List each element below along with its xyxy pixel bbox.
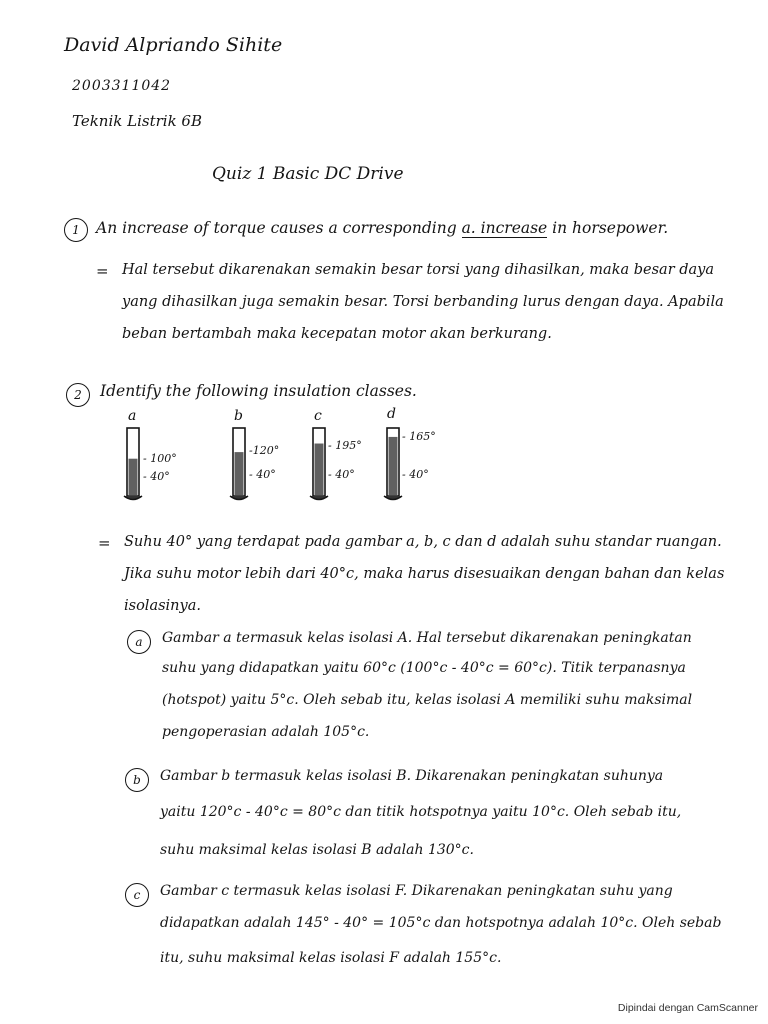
item-a-line: Gambar a termasuk kelas isolasi A. Hal tersebut dikarenakan peningkatan xyxy=(162,630,692,646)
student-id: 2003311042 xyxy=(72,78,172,94)
q2-intro-line: isolasinya. xyxy=(124,598,201,614)
q1-number: 1 xyxy=(64,218,88,242)
item-c-line: itu, suhu maksimal kelas isolasi F adalah 155°c. xyxy=(160,950,502,966)
q2-intro-line: Jika suhu motor lebih dari 40°c, maka harus disesuaikan dengan bahan dan kelas xyxy=(124,566,725,582)
thermometer-fill xyxy=(315,444,324,495)
q2-intro-line: Suhu 40° yang terdapat pada gambar a, b, c dan d adalah suhu standar ruangan. xyxy=(124,534,722,550)
thermometer-d xyxy=(384,428,402,500)
q1-answer-choice: a. increase xyxy=(461,219,548,237)
q1-question-pre: An increase of torque causes a corresponding xyxy=(96,219,462,237)
scanner-watermark: Dipindai dengan CamScanner xyxy=(617,1002,758,1014)
item-a-line: suhu yang didapatkan yaitu 60°c (100°c - 40°c = 60°c). Titik terpanasnya xyxy=(162,660,686,676)
thermometer-b-label: b xyxy=(234,408,243,424)
q1-answer-line: beban bertambah maka kecepatan motor akan berkurang. xyxy=(122,326,552,342)
item-c-line: Gambar c termasuk kelas isolasi F. Dikarenakan peningkatan suhu yang xyxy=(160,883,673,899)
thermometer-b xyxy=(230,428,248,500)
thermometer-c-upper: - 195° xyxy=(328,439,362,452)
thermometer-b-upper: -120° xyxy=(249,444,280,457)
student-class: Teknik Listrik 6B xyxy=(72,112,202,130)
thermometer-b-lower: - 40° xyxy=(249,468,276,481)
q1-answer-line: Hal tersebut dikarenakan semakin besar torsi yang dihasilkan, maka besar daya xyxy=(122,262,714,278)
thermometer-c-label: c xyxy=(314,408,322,424)
thermometer-a-lower: - 40° xyxy=(143,470,170,483)
thermometer-a-label: a xyxy=(128,408,137,424)
thermometer-c xyxy=(310,428,328,500)
q2-answer-marker: = xyxy=(98,534,111,552)
item-c-marker: c xyxy=(125,883,149,907)
thermometer-d-label: d xyxy=(387,406,396,422)
item-b-marker: b xyxy=(125,768,149,792)
item-b-line: suhu maksimal kelas isolasi B adalah 130°c. xyxy=(160,842,474,858)
student-name: David Alpriando Sihite xyxy=(64,34,283,56)
quiz-title: Quiz 1 Basic DC Drive xyxy=(212,164,404,184)
q1-question-post: in horsepower. xyxy=(547,219,669,237)
q2-number: 2 xyxy=(66,383,90,407)
q1-question xyxy=(96,219,668,237)
item-b-line: yaitu 120°c - 40°c = 80°c dan titik hotspotnya yaitu 10°c. Oleh sebab itu, xyxy=(160,804,682,820)
thermometer-fill xyxy=(129,459,138,495)
thermometer-a xyxy=(124,428,142,500)
q1-answer-line: yang dihasilkan juga semakin besar. Torsi berbanding lurus dengan daya. Apabila xyxy=(122,294,724,310)
q1-answer-marker: = xyxy=(96,262,109,280)
item-c-line: didapatkan adalah 145° - 40° = 105°c dan hotspotnya adalah 10°c. Oleh sebab xyxy=(160,915,722,931)
thermometer-c-lower: - 40° xyxy=(328,468,355,481)
thermometer-fill xyxy=(235,452,244,495)
item-a-line: (hotspot) yaitu 5°c. Oleh sebab itu, kelas isolasi A memiliki suhu maksimal xyxy=(162,692,693,708)
item-a-marker: a xyxy=(127,630,151,654)
thermometer-fill xyxy=(389,437,398,495)
thermometer-a-upper: - 100° xyxy=(143,452,177,465)
thermometer-d-upper: - 165° xyxy=(402,430,436,443)
item-b-line: Gambar b termasuk kelas isolasi B. Dikarenakan peningkatan suhunya xyxy=(160,768,664,784)
q2-question: Identify the following insulation classes. xyxy=(100,382,417,400)
thermometer-d-lower: - 40° xyxy=(402,468,429,481)
item-a-line: pengoperasian adalah 105°c. xyxy=(162,724,370,740)
